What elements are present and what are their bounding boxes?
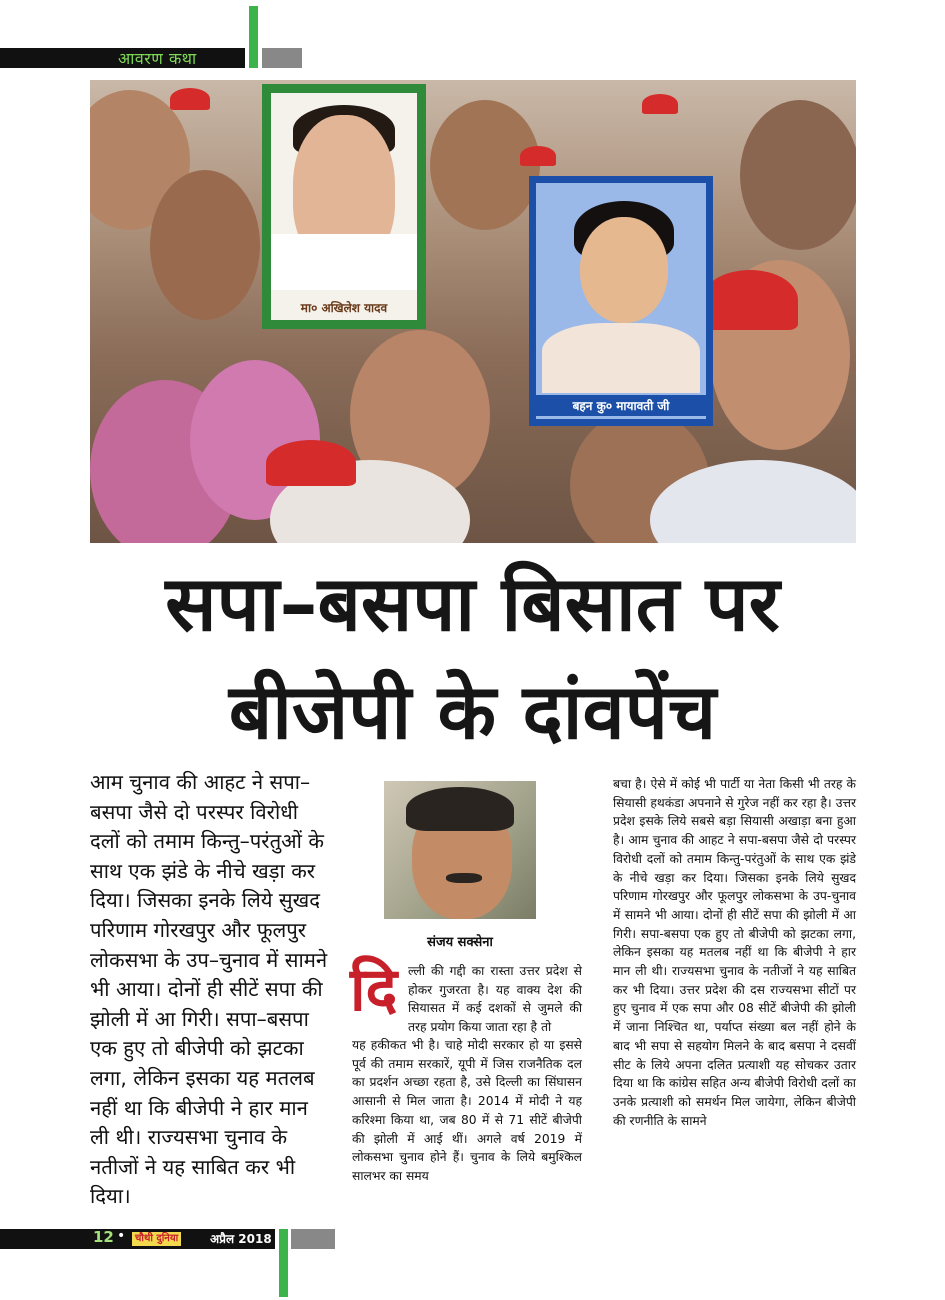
poster-portrait — [271, 234, 417, 290]
article-paragraph-right: बचा है। ऐसे में कोई भी पार्टी या नेता किसी भी तरह के सियासी हथकंडा अपनाने से गुरेज नहीं कर रहा है। उत्तर प्रदेश इसके लिये सबसे बड़ा सियासी अखाड़ा बना हुआ है। आम चुनाव की आहट ने सपा-बसपा जैसे दो परस्पर विरोधी दलों को तमाम किन्तु-परंतुओं के साथ एक झंडे के नीचे खड़ा कर दिया। जिसका इनके लिये सुखद परिणाम गोरखपुर और फूलपुर लोकसभा के उप-चुनाव में सामने भी आया। दोनों ही सीटें सपा की झोली में आ गिरी। सपा-बसपा एक हुए तो बीजेपी को झटका लगा, लेकिन इसका यह मतलब नहीं था कि बीजेपी ने हार मान ली थी। राज्यसभा चुनाव के नतीजों ने यह साबित कर भी दिया। उत्तर प्रदेश की दस राज्यसभा सीटों पर हुए चुनाव में एक सपा और 08 सीटें बीजेपी की झोली में जाना निश्चित था, पर्याप्त संख्या बल नहीं होने के बाद भी सपा से सहयोग मिलने के बाद बसपा ने दसवीं सीट के लिये अपना दलित प्रत्याशी यह सोचकर उतार दिया था कि कांग्रेस सहित अन्य बीजेपी विरोधी दलों का उनके प्रत्याशी को समर्थन मिल जायेगा, लेकिन बीजेपी की रणनीति के सामने — [613, 777, 856, 1128]
red-cap — [702, 270, 798, 330]
header-gray-block — [262, 48, 302, 68]
drop-cap: दि — [350, 955, 398, 1025]
crowd-figure — [740, 100, 856, 250]
magazine-logo: चौथी दुनिया — [132, 1232, 181, 1246]
section-label: आवरण कथा — [118, 49, 197, 68]
headline-line-2: बीजेपी के दांवपेंच — [228, 667, 717, 756]
author-portrait — [446, 873, 482, 883]
poster-portrait — [580, 217, 668, 323]
poster-portrait — [542, 323, 700, 393]
poster-left — [262, 84, 426, 329]
footer-gray-block — [291, 1229, 335, 1249]
cover-photo — [90, 80, 856, 543]
page-number: 12 — [93, 1228, 114, 1246]
red-cap — [520, 146, 556, 166]
headline-line-1: सपा–बसपा बिसात पर — [165, 559, 780, 648]
red-cap — [266, 440, 356, 486]
footer-bullet: • — [117, 1228, 126, 1244]
article-paragraph-top: ल्ली की गद्दी का रास्ता उत्तर प्रदेश से होकर गुजरता है। यह वाक्य देश की सियासत में कई दशकों से जुमले की तरह प्रयोग किया जाता रहा है तो — [408, 964, 582, 1034]
lead-paragraph: आम चुनाव की आहट ने सपा–बसपा जैसे दो परस्पर विरोधी दलों को तमाम किन्तु–परंतुओं के साथ एक झंडे के नीचे खड़ा कर दिया। जिसका इनके लिये सुखद परिणाम गोरखपुर और फूलपुर लोकसभा के उप–चुनाव में सामने भी आया। दोनों ही सीटें सपा की झोली में आ गिरी। सपा–बसपा एक हुए तो बीजेपी को झटका लगा, लेकिन इसका यह मतलब नहीं था कि बीजेपी ने हार मान ली थी। राज्यसभा चुनाव के नतीजों ने यह साबित कर भी दिया। — [90, 770, 328, 1209]
header-green-stripe — [249, 6, 258, 68]
author-portrait — [406, 787, 514, 831]
red-cap — [642, 94, 678, 114]
poster-right-caption: बहन कु० मायावती जी — [536, 395, 706, 416]
author-photo — [384, 781, 536, 919]
poster-left-caption: मा० अखिलेश यादव — [300, 301, 388, 315]
author-name: संजय सक्सेना — [427, 935, 493, 950]
article-paragraph-mid: यह हकीकत भी है। चाहे मोदी सरकार हो या इससे पूर्व की तमाम सरकारें, यूपी में जिस राजनैतिक दल का प्रदर्शन अच्छा रहता है, उसे दिल्ली का सिंघासन आसानी से मिल जाता है। 2014 में मोदी ने यह करिश्मा किया था, जब 80 में से 71 सीटें बीजेपी की झोली में आई थीं। अगले वर्ष 2019 में लोकसभा चुनाव होने हैं। चुनाव के लिये बमुश्किल सालभर का समय — [352, 1038, 582, 1183]
crowd-figure — [150, 170, 260, 320]
poster-right — [529, 176, 713, 426]
footer-green-stripe — [279, 1229, 288, 1297]
red-cap — [170, 88, 210, 110]
issue-date: अप्रैल 2018 — [210, 1232, 272, 1246]
